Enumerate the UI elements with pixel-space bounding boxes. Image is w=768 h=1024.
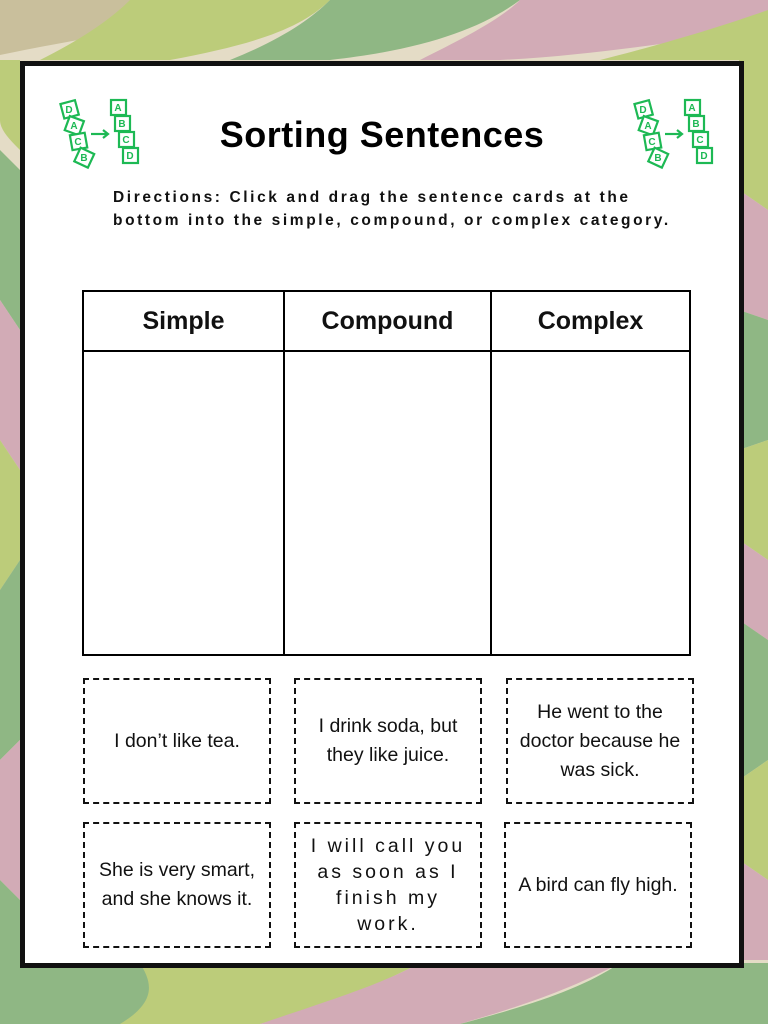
sentence-card[interactable]: I drink soda, but they like juice.	[294, 678, 482, 804]
svg-text:B: B	[654, 153, 662, 164]
svg-text:D: D	[700, 151, 708, 162]
svg-text:A: A	[688, 103, 696, 114]
drop-zone-compound[interactable]	[285, 354, 490, 656]
drop-zone-simple[interactable]	[84, 354, 283, 656]
category-header-compound: Compound	[285, 292, 490, 352]
sentence-card[interactable]: He went to the doctor because he was sick.	[506, 678, 694, 804]
svg-text:D: D	[639, 105, 647, 116]
category-header-complex: Complex	[492, 292, 689, 352]
category-table	[82, 290, 691, 656]
worksheet	[20, 61, 744, 968]
drop-zone-complex[interactable]	[492, 354, 689, 656]
directions-text: Directions: Click and drag the sentence cards at the bottom into the simple, compound, or complex category.	[113, 189, 671, 229]
category-column-simple	[84, 292, 285, 656]
sentence-card[interactable]: She is very smart, and she knows it.	[83, 822, 271, 948]
svg-text:C: C	[74, 137, 82, 148]
svg-text:C: C	[122, 135, 130, 146]
sentence-card[interactable]: A bird can fly high.	[504, 822, 692, 948]
svg-text:C: C	[696, 135, 704, 146]
category-column-compound	[285, 292, 492, 656]
category-header-simple: Simple	[84, 292, 283, 352]
sentence-card[interactable]: I will call you as soon as I finish my work.	[294, 822, 482, 948]
svg-text:B: B	[692, 119, 700, 130]
svg-text:B: B	[118, 119, 126, 130]
sentence-card[interactable]: I don’t like tea.	[83, 678, 271, 804]
svg-text:D: D	[126, 151, 134, 162]
svg-text:D: D	[65, 105, 73, 116]
abc-blocks-icon	[633, 98, 717, 174]
category-column-complex	[492, 292, 689, 656]
page-title: Sorting Sentences	[219, 114, 545, 155]
svg-text:B: B	[80, 153, 88, 164]
svg-text:A: A	[644, 121, 652, 132]
svg-text:A: A	[114, 103, 122, 114]
svg-text:A: A	[70, 121, 78, 132]
svg-text:C: C	[648, 137, 656, 148]
